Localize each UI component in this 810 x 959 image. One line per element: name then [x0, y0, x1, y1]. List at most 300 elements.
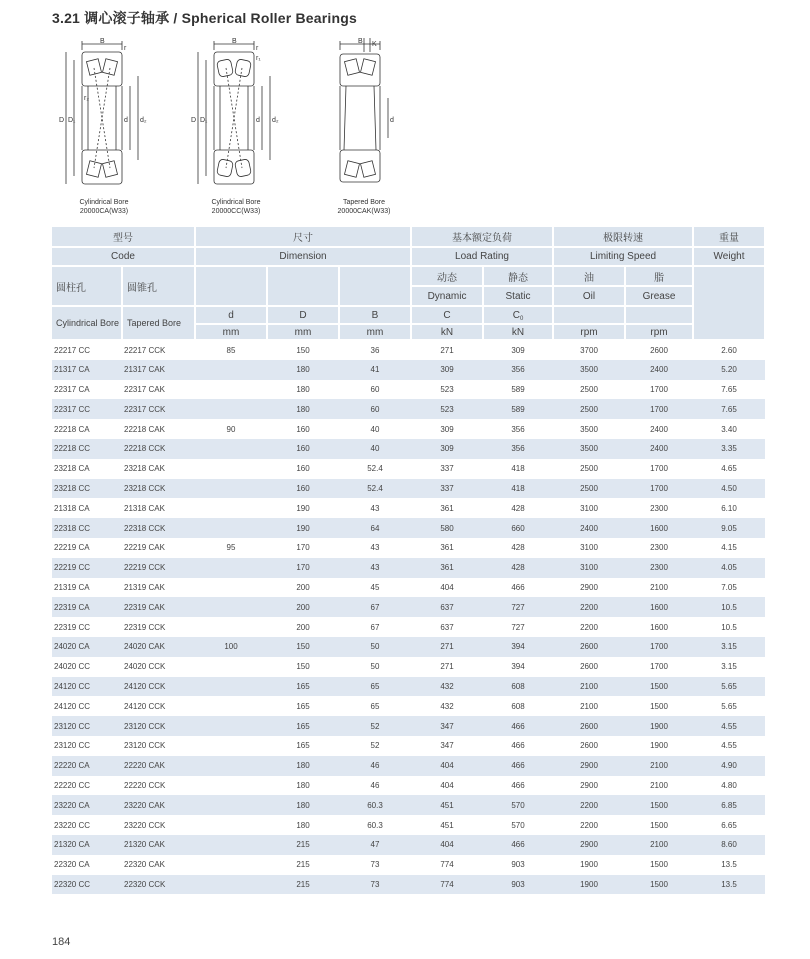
cell-static-c0: 903 — [483, 875, 553, 895]
label-r: r — [256, 45, 259, 52]
cell-tapered-code: 21317 CAK — [122, 360, 195, 380]
cell-b: 46 — [339, 756, 411, 776]
cell-big-d: 165 — [267, 716, 339, 736]
cell-cylindrical-code: 22218 CA — [54, 424, 90, 434]
cell-d — [195, 716, 267, 736]
bearing-section-drawing — [58, 38, 150, 198]
cell-weight: 10.5 — [721, 622, 737, 632]
cell-grease-speed: 2400 — [650, 424, 668, 434]
header-blank — [625, 306, 693, 324]
diagram-tapered-bore — [318, 38, 410, 216]
cell-static-c0: 394 — [483, 637, 553, 657]
cell-grease-speed: 2400 — [625, 360, 693, 380]
unit-c0: kN — [483, 324, 553, 340]
cell-b: 60 — [370, 384, 380, 394]
cell-grease-speed: 1700 — [625, 479, 693, 499]
header-dimension-en: Dimension — [195, 247, 411, 266]
cell-d — [195, 558, 267, 578]
table-row — [52, 795, 765, 815]
cell-oil-speed: 2900 — [580, 582, 598, 592]
cell-oil-speed: 3500 — [553, 439, 625, 459]
table-row — [52, 736, 765, 756]
cell-oil-speed: 3100 — [580, 503, 598, 513]
cell-b: 52 — [370, 741, 380, 751]
cell-oil-speed: 2500 — [553, 479, 625, 499]
cell-static-c0: 466 — [483, 835, 553, 855]
header-model-en: Code — [52, 247, 195, 266]
cell-b: 73 — [370, 860, 380, 870]
cell-oil-speed: 2900 — [553, 756, 625, 776]
cell-tapered-code: 21320 CAK — [122, 835, 195, 855]
cell-cylindrical-code: 23220 CA — [52, 795, 122, 815]
cell-weight: 13.5 — [721, 860, 737, 870]
cell-d — [195, 617, 267, 637]
cell-static-c0: 466 — [511, 582, 525, 592]
cell-oil-speed: 3500 — [580, 424, 598, 434]
header-weight-cn: 重量 — [693, 227, 765, 247]
table-row — [52, 597, 765, 617]
cell-d: 90 — [226, 424, 236, 434]
cell-weight: 6.10 — [721, 503, 737, 513]
page-number: 184 — [52, 936, 71, 948]
cell-grease-speed: 1700 — [625, 637, 693, 657]
cell-dynamic-c: 774 — [440, 860, 454, 870]
cell-tapered-code: 23220 CCK — [124, 820, 166, 830]
cell-d — [195, 399, 267, 419]
cell-static-c0: 394 — [511, 662, 525, 672]
cell-big-d: 180 — [267, 399, 339, 419]
cell-oil-speed: 2200 — [580, 820, 598, 830]
cell-cylindrical-code: 21320 CA — [52, 835, 122, 855]
cell-big-d: 160 — [267, 479, 339, 499]
cell-tapered-code: 22219 CCK — [122, 558, 195, 578]
cell-cylindrical-code: 23120 CC — [54, 741, 91, 751]
cell-weight: 3.35 — [693, 439, 765, 459]
cell-d — [195, 518, 267, 538]
cell-cylindrical-code: 22318 CC — [52, 518, 122, 538]
header-col-d: d — [195, 306, 267, 324]
header-col-b: B — [339, 306, 411, 324]
cell-weight: 3.15 — [693, 637, 765, 657]
cell-dynamic-c: 637 — [411, 597, 483, 617]
cell-cylindrical-code: 21319 CA — [54, 582, 90, 592]
header-col-c: C — [411, 306, 483, 324]
cell-grease-speed: 1700 — [650, 384, 668, 394]
table-row — [52, 558, 765, 578]
diagram-caption-line1: Cylindrical Bore — [211, 199, 261, 206]
header-dynamic-en: Dynamic — [411, 286, 483, 306]
diagram-caption-line2: 20000CC(W33) — [211, 208, 261, 215]
table-row — [52, 716, 765, 736]
cell-weight: 13.5 — [693, 875, 765, 895]
cell-tapered-code: 23220 CAK — [122, 795, 195, 815]
cell-b: 60.3 — [367, 820, 383, 830]
cell-d: 95 — [226, 543, 236, 553]
cell-dynamic-c: 337 — [440, 464, 454, 474]
table-row — [52, 459, 765, 479]
cell-grease-speed: 2100 — [650, 582, 668, 592]
cell-static-c0: 660 — [483, 518, 553, 538]
cell-static-c0: 727 — [511, 622, 525, 632]
cell-grease-speed: 2300 — [650, 543, 668, 553]
header-oil-en: Oil — [553, 286, 625, 306]
cell-oil-speed: 2600 — [580, 662, 598, 672]
cell-oil-speed: 3700 — [580, 345, 598, 355]
cell-oil-speed: 2200 — [553, 597, 625, 617]
cell-d — [195, 795, 267, 815]
cell-big-d: 160 — [267, 439, 339, 459]
cell-tapered-code: 22319 CCK — [124, 622, 166, 632]
header-weight-en: Weight — [693, 247, 765, 266]
cell-tapered-code: 22220 CCK — [124, 780, 166, 790]
header-tapered-bore-en: Tapered Bore — [122, 306, 195, 340]
cell-cylindrical-code: 22219 CC — [52, 558, 122, 578]
cell-b: 50 — [339, 637, 411, 657]
cell-d — [195, 459, 267, 479]
cell-big-d: 190 — [267, 518, 339, 538]
header-blank — [195, 266, 267, 306]
table-row — [52, 875, 765, 895]
table-row — [52, 439, 765, 459]
header-tapered-cn: 圆锥孔 — [122, 266, 195, 306]
table-body — [52, 340, 765, 894]
cell-big-d: 180 — [267, 756, 339, 776]
cell-grease-speed: 1600 — [650, 622, 668, 632]
cell-d — [195, 756, 267, 776]
cell-tapered-code: 24120 CCK — [122, 677, 195, 697]
label-d2: d₂ — [140, 117, 147, 124]
cell-d: 100 — [195, 637, 267, 657]
cell-b: 45 — [370, 582, 380, 592]
cell-tapered-code: 22218 CAK — [124, 424, 165, 434]
cell-dynamic-c: 774 — [411, 875, 483, 895]
cell-dynamic-c: 432 — [440, 701, 454, 711]
cell-static-c0: 418 — [483, 479, 553, 499]
header-speed-cn: 极限转速 — [553, 227, 693, 247]
cell-big-d: 150 — [267, 637, 339, 657]
label-r: r — [124, 45, 127, 52]
table-row — [52, 518, 765, 538]
cell-weight: 4.55 — [721, 741, 737, 751]
cell-oil-speed: 1900 — [580, 860, 598, 870]
cell-d — [195, 479, 267, 499]
cell-cylindrical-code: 22320 CA — [54, 860, 90, 870]
header-col-c0-letter: C — [512, 309, 520, 321]
cell-d — [195, 597, 267, 617]
cell-cylindrical-code: 23120 CC — [52, 716, 122, 736]
cell-grease-speed: 1700 — [650, 662, 668, 672]
cell-static-c0: 903 — [511, 860, 525, 870]
diagram-caption-line1: Cylindrical Bore — [79, 199, 129, 206]
cell-d — [195, 696, 267, 716]
table-row — [52, 360, 765, 380]
header-blank — [693, 266, 765, 340]
cell-big-d: 215 — [296, 860, 310, 870]
cell-grease-speed: 1500 — [650, 701, 668, 711]
header-blank — [267, 266, 339, 306]
cell-big-d: 215 — [267, 875, 339, 895]
cell-weight: 5.20 — [693, 360, 765, 380]
table-row — [52, 815, 765, 835]
cell-weight: 4.65 — [721, 464, 737, 474]
cell-dynamic-c: 271 — [440, 662, 454, 672]
bearing-section-drawing — [318, 38, 410, 198]
cell-dynamic-c: 361 — [411, 558, 483, 578]
cell-dynamic-c: 404 — [440, 780, 454, 790]
cell-dynamic-c: 337 — [411, 479, 483, 499]
cell-grease-speed: 2100 — [650, 780, 668, 790]
cell-dynamic-c: 309 — [411, 439, 483, 459]
cell-big-d: 150 — [296, 662, 310, 672]
bearing-spec-table — [52, 227, 766, 894]
cell-cylindrical-code: 22319 CC — [54, 622, 91, 632]
table-row — [52, 696, 765, 716]
diagram-caption-line2: 20000CAK(W33) — [337, 208, 391, 215]
cell-tapered-code: 24120 CCK — [124, 701, 166, 711]
table-row — [52, 538, 765, 558]
cell-big-d: 160 — [296, 424, 310, 434]
cell-oil-speed: 2900 — [553, 835, 625, 855]
cell-grease-speed: 1500 — [625, 677, 693, 697]
table-row — [52, 578, 765, 598]
cell-tapered-code: 22319 CAK — [122, 597, 195, 617]
header-model-cn: 型号 — [52, 227, 195, 247]
header-dynamic-cn: 动态 — [411, 266, 483, 286]
cell-b: 65 — [339, 677, 411, 697]
cell-big-d: 215 — [267, 835, 339, 855]
cell-grease-speed: 1500 — [650, 820, 668, 830]
header-cylindrical-cn: 圆柱孔 — [52, 266, 122, 306]
cell-grease-speed: 1600 — [625, 518, 693, 538]
cell-dynamic-c: 637 — [440, 622, 454, 632]
header-oil-cn: 油 — [553, 266, 625, 286]
cell-big-d: 180 — [296, 384, 310, 394]
cell-b: 52 — [339, 716, 411, 736]
cell-weight: 7.05 — [721, 582, 737, 592]
cell-d — [195, 875, 267, 895]
unit-big-d: mm — [267, 324, 339, 340]
cell-grease-speed: 1700 — [650, 464, 668, 474]
cell-oil-speed: 2200 — [580, 622, 598, 632]
cell-oil-speed: 2600 — [553, 637, 625, 657]
table-row — [52, 479, 765, 499]
cell-weight: 8.60 — [693, 835, 765, 855]
label-r2: r₂ — [84, 95, 90, 102]
cell-grease-speed: 2100 — [625, 835, 693, 855]
cell-b: 60.3 — [339, 795, 411, 815]
cell-b: 50 — [370, 662, 380, 672]
cell-static-c0: 356 — [483, 439, 553, 459]
cell-dynamic-c: 361 — [440, 503, 454, 513]
cell-cylindrical-code: 23218 CA — [54, 464, 90, 474]
label-d: d — [390, 117, 394, 124]
cell-cylindrical-code: 22317 CC — [52, 399, 122, 419]
cell-cylindrical-code: 24120 CC — [52, 677, 122, 697]
cell-b: 67 — [370, 622, 380, 632]
unit-oil: rpm — [553, 324, 625, 340]
cell-weight: 3.15 — [721, 662, 737, 672]
header-grease-cn: 脂 — [625, 266, 693, 286]
cell-cylindrical-code: 21318 CA — [54, 503, 90, 513]
cell-tapered-code: 21318 CAK — [124, 503, 165, 513]
cell-static-c0: 608 — [483, 677, 553, 697]
cell-b: 60 — [339, 399, 411, 419]
cell-tapered-code: 22317 CCK — [122, 399, 195, 419]
cell-tapered-code: 22218 CCK — [122, 439, 195, 459]
header-grease-en: Grease — [625, 286, 693, 306]
label-d1: D₁ — [68, 117, 76, 124]
cell-weight: 4.15 — [721, 543, 737, 553]
cell-weight: 10.5 — [693, 597, 765, 617]
cell-big-d: 170 — [296, 543, 310, 553]
cell-b: 73 — [339, 875, 411, 895]
cell-weight: 2.60 — [721, 345, 737, 355]
table-row — [52, 756, 765, 776]
header-col-c0-subscript: 0 — [519, 315, 524, 322]
cell-dynamic-c: 451 — [440, 820, 454, 830]
header-dimension-cn: 尺寸 — [195, 227, 411, 247]
unit-c: kN — [411, 324, 483, 340]
cell-dynamic-c: 523 — [440, 384, 454, 394]
cell-oil-speed: 2500 — [580, 464, 598, 474]
cell-big-d: 190 — [296, 503, 310, 513]
cell-oil-speed: 1900 — [553, 875, 625, 895]
table-row — [52, 399, 765, 419]
cell-cylindrical-code: 22220 CA — [52, 756, 122, 776]
cell-cylindrical-code: 22219 CA — [54, 543, 90, 553]
cell-oil-speed: 2200 — [553, 795, 625, 815]
cell-d — [195, 380, 267, 400]
cell-d — [195, 736, 267, 756]
cell-tapered-code: 24020 CAK — [122, 637, 195, 657]
cell-big-d: 165 — [296, 741, 310, 751]
cell-static-c0: 589 — [511, 384, 525, 394]
cell-oil-speed: 2400 — [553, 518, 625, 538]
cell-weight: 9.05 — [693, 518, 765, 538]
cell-cylindrical-code: 22217 CC — [54, 345, 91, 355]
cell-static-c0: 608 — [511, 701, 525, 711]
unit-d: mm — [195, 324, 267, 340]
cell-static-c0: 309 — [511, 345, 525, 355]
table-row — [52, 380, 765, 400]
cell-d — [195, 657, 267, 677]
cell-weight: 7.65 — [721, 384, 737, 394]
cell-b: 40 — [370, 424, 380, 434]
cell-grease-speed: 1500 — [625, 795, 693, 815]
cell-oil-speed: 3500 — [553, 360, 625, 380]
cell-big-d: 180 — [296, 820, 310, 830]
cell-d — [195, 776, 267, 796]
cell-tapered-code: 23218 CCK — [122, 479, 195, 499]
cell-dynamic-c: 404 — [440, 582, 454, 592]
cell-d — [195, 835, 267, 855]
cell-d — [195, 578, 267, 598]
table-row — [52, 340, 765, 360]
cell-d — [195, 815, 267, 835]
cell-static-c0: 570 — [483, 795, 553, 815]
cell-tapered-code: 22320 CCK — [122, 875, 195, 895]
cell-oil-speed: 3100 — [580, 543, 598, 553]
cell-b: 64 — [339, 518, 411, 538]
diagram-caption-line1: Tapered Bore — [342, 199, 386, 206]
cell-d: 85 — [226, 345, 236, 355]
header-col-c0 — [483, 306, 553, 324]
bearing-section-drawing — [190, 38, 282, 198]
cell-big-d: 165 — [296, 701, 310, 711]
cell-cylindrical-code: 22320 CC — [52, 875, 122, 895]
label-d: d — [256, 117, 260, 124]
cell-cylindrical-code: 22317 CA — [54, 384, 90, 394]
cell-dynamic-c: 347 — [440, 741, 454, 751]
cell-cylindrical-code: 23220 CC — [54, 820, 91, 830]
cell-tapered-code: 22219 CAK — [124, 543, 165, 553]
cell-grease-speed: 2300 — [650, 503, 668, 513]
cell-static-c0: 466 — [483, 716, 553, 736]
label-b: B — [100, 38, 105, 45]
cell-tapered-code: 22220 CAK — [122, 756, 195, 776]
label-b: B — [232, 38, 237, 45]
cell-tapered-code: 22318 CCK — [122, 518, 195, 538]
cell-weight: 5.65 — [693, 677, 765, 697]
cell-tapered-code: 23120 CCK — [122, 716, 195, 736]
cell-weight: 5.65 — [721, 701, 737, 711]
cell-cylindrical-code: 22220 CC — [54, 780, 91, 790]
table-row — [52, 419, 765, 439]
cell-dynamic-c: 271 — [440, 345, 454, 355]
cell-static-c0: 428 — [511, 543, 525, 553]
cell-d — [195, 360, 267, 380]
cell-dynamic-c: 404 — [411, 835, 483, 855]
cell-cylindrical-code: 21317 CA — [52, 360, 122, 380]
cell-static-c0: 466 — [511, 741, 525, 751]
cell-grease-speed: 1600 — [625, 597, 693, 617]
header-cylindrical-bore-en: Cylindrical Bore — [52, 306, 122, 340]
header-load-en: Load Rating — [411, 247, 553, 266]
header-static-en: Static — [483, 286, 553, 306]
cell-grease-speed: 2400 — [625, 439, 693, 459]
label-big-d: D — [59, 117, 65, 124]
cell-big-d: 200 — [267, 597, 339, 617]
cell-b: 43 — [370, 503, 380, 513]
cell-big-d: 180 — [267, 360, 339, 380]
cell-dynamic-c: 271 — [411, 637, 483, 657]
cell-weight: 4.55 — [693, 716, 765, 736]
cell-grease-speed: 1900 — [625, 716, 693, 736]
cell-b: 46 — [370, 780, 380, 790]
cell-static-c0: 589 — [483, 399, 553, 419]
cell-cylindrical-code: 22218 CC — [52, 439, 122, 459]
table-row — [52, 657, 765, 677]
diagram-cylindrical-bore-cc — [190, 38, 282, 216]
cell-weight: 3.40 — [721, 424, 737, 434]
cell-cylindrical-code: 24020 CA — [52, 637, 122, 657]
cell-big-d: 160 — [296, 464, 310, 474]
cell-oil-speed: 2500 — [580, 384, 598, 394]
cell-b: 43 — [370, 543, 380, 553]
cell-static-c0: 418 — [511, 464, 525, 474]
page-title: 3.21 调心滚子轴承 / Spherical Roller Bearings — [52, 10, 357, 26]
cell-oil-speed: 2900 — [580, 780, 598, 790]
table-row — [52, 835, 765, 855]
cell-oil-speed: 2100 — [580, 701, 598, 711]
cell-static-c0: 428 — [511, 503, 525, 513]
cell-grease-speed: 1500 — [625, 875, 693, 895]
unit-grease: rpm — [625, 324, 693, 340]
cell-oil-speed: 2100 — [553, 677, 625, 697]
cell-tapered-code: 22320 CAK — [124, 860, 165, 870]
cell-cylindrical-code: 24120 CC — [54, 701, 91, 711]
cell-b: 52.4 — [339, 479, 411, 499]
